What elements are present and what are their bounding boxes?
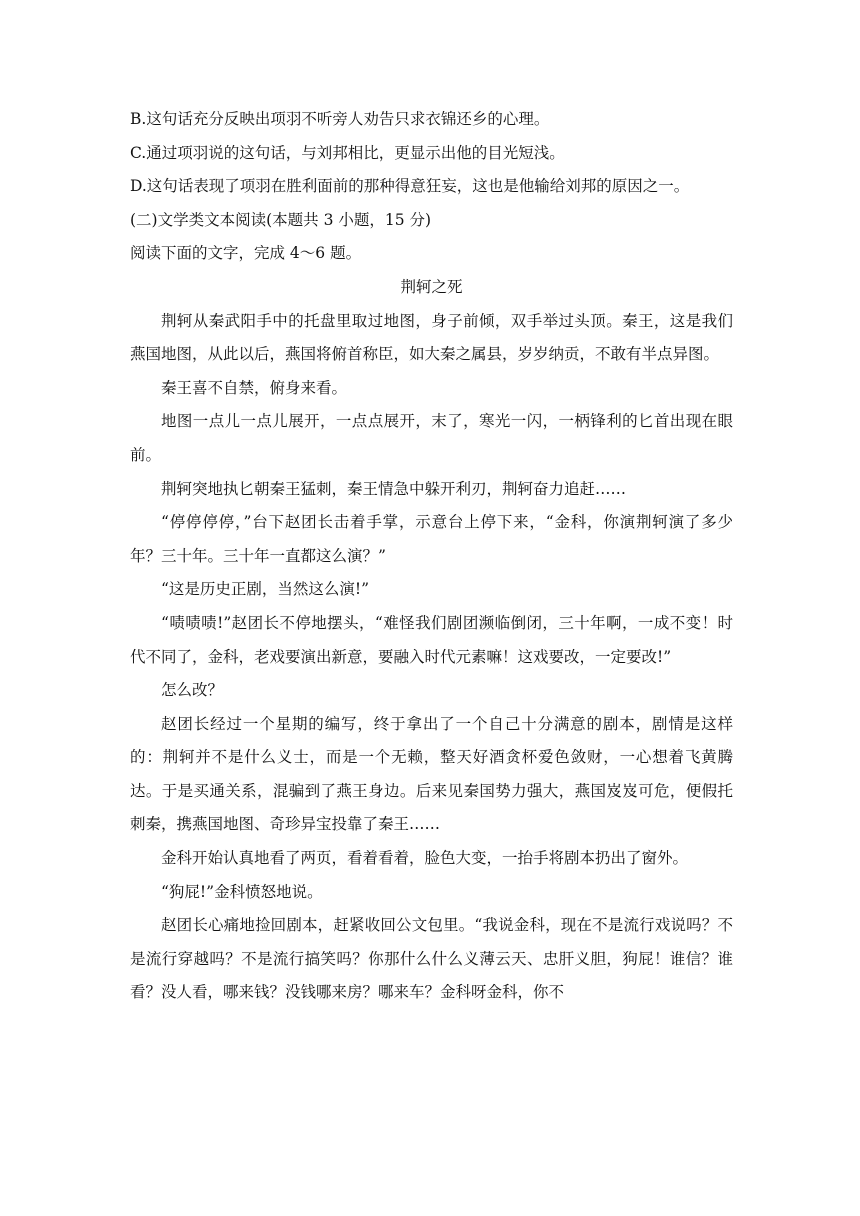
story-paragraph: “狗屁!”金科愤怒地说。 (161, 882, 323, 901)
option-b: B.这句话充分反映出项羽不听旁人劝告只求衣锦还乡的心理。 (130, 110, 550, 128)
document-body (130, 103, 733, 1010)
option-d: D.这句话表现了项羽在胜利面前的那种得意狂妄，这也是他输给刘邦的原因之一。 (130, 177, 690, 196)
story-paragraph: 金科开始认真地看了两页，看着看着，脸色大变，一抬手将剧本扔出了窗外。 (161, 849, 689, 868)
section-heading: (二)文学类文本阅读(本题共 3 小题，15 分) (130, 210, 432, 229)
story-paragraph: 赵团长经过一个星期的编写，终于拿出了一个自己十分满意的剧本，剧情是这样的：荆轲并不是什么义士，而是一个无赖，整天好酒贪杯爱色敛财，一心想着飞黄腾达。于是买通关系，混骗到了燕王身边。后来见秦国势力强大，燕国岌岌可危，便假托刺秦，携燕国地图、奇珍异宝投靠了秦王…… (130, 714, 733, 834)
story-paragraph: 荆轲从秦武阳手中的托盘里取过地图，身子前倾，双手举过头顶。秦王，这是我们燕国地图，从此以后，燕国将俯首称臣，如大秦之属县，岁岁纳贡，不敢有半点异图。 (130, 311, 733, 364)
option-c: C.通过项羽说的这句话，与刘邦相比，更显示出他的目光短浅。 (130, 143, 565, 162)
story-paragraph: 赵团长心痛地捡回剧本，赶紧收回公文包里。“我说金科，现在不是流行戏说吗？不是流行穿越吗？不是流行搞笑吗？你那什么什么义薄云天、忠肝义胆，狗屁！谁信？谁看？没人看，哪来钱？没钱哪来房？哪来车？金科呀金科，你不 (130, 916, 733, 1002)
story-title: 荆轲之死 (400, 277, 463, 296)
story-paragraph: 荆轲突地执匕朝秦王猛刺，秦王情急中躲开利刃，荆轲奋力追赶…… (161, 479, 627, 498)
story-paragraph: 秦王喜不自禁，俯身来看。 (161, 378, 348, 397)
story-paragraph: “这是历史正剧，当然这么演!” (161, 580, 370, 599)
story-paragraph: “停停停停，”台下赵团长击着手掌，示意台上停下来，“金科，你演荆轲演了多少年？三十年。三十年一直都这么演？” (130, 513, 733, 565)
story-paragraph: 地图一点儿一点儿展开，一点点展开，末了，寒光一闪，一柄锋利的匕首出现在眼前。 (130, 412, 733, 464)
story-paragraph: “啧啧啧!”赵团长不停地摆头，“难怪我们剧团濒临倒闭，三十年啊，一成不变！时代不同了，金科，老戏要演出新意，要融入时代元素嘛！这戏要改，一定要改!” (130, 613, 733, 666)
section-instruction: 阅读下面的文字，完成 4～6 题。 (130, 244, 362, 263)
story-paragraph: 怎么改？ (161, 681, 224, 700)
